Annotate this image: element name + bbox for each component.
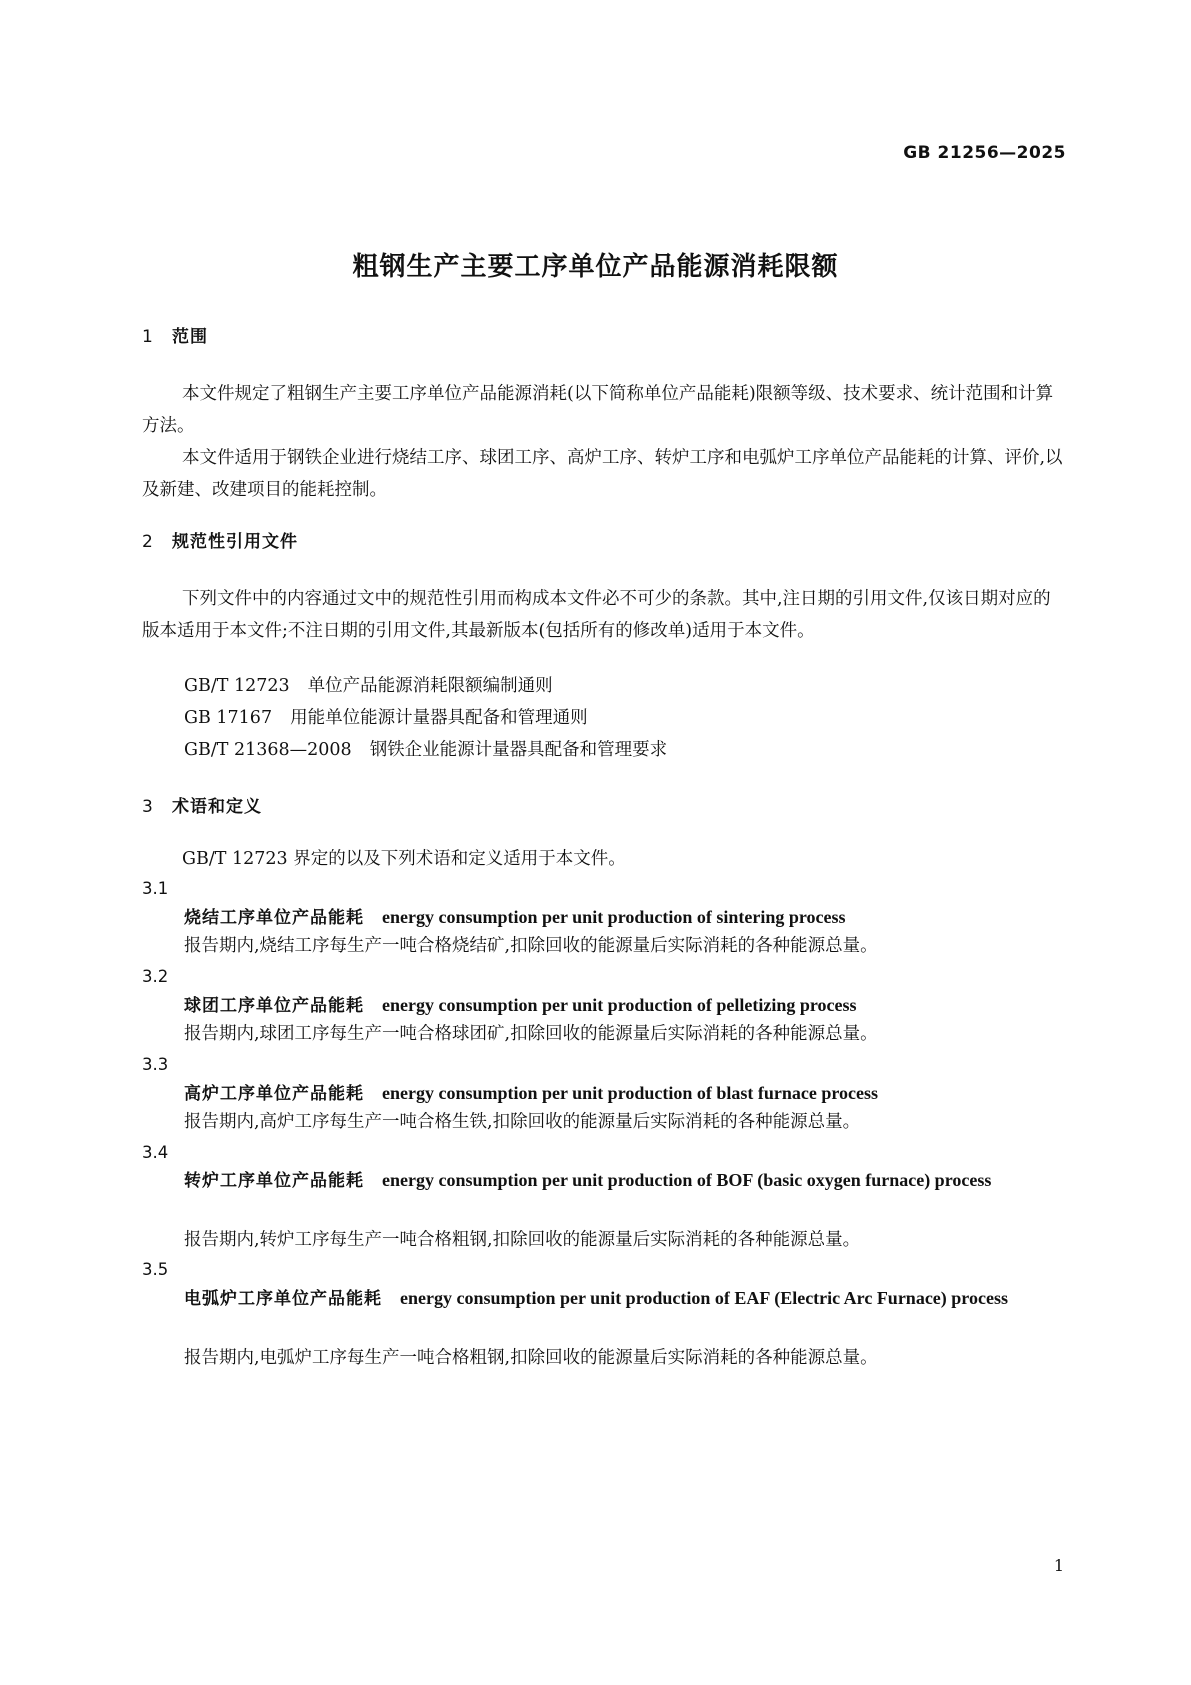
term-chinese: 电弧炉工序单位产品能耗 — [184, 1289, 382, 1309]
reference-code: GB/T 21368—2008 — [184, 740, 352, 760]
reference-title: 钢铁企业能源计量器具配备和管理要求 — [369, 740, 668, 760]
term-chinese: 烧结工序单位产品能耗 — [184, 908, 364, 928]
term-definition: 报告期内,电弧炉工序每生产一吨合格粗钢,扣除回收的能源量后实际消耗的各种能源总量。 — [184, 1348, 878, 1368]
section-2-heading — [142, 527, 298, 552]
standard-code: GB 21256—2025 — [903, 143, 1066, 163]
term-english: energy consumption per unit production of EAF (Electric Arc Furnace) process — [400, 1288, 1008, 1308]
section-1-paragraph-1: 本文件规定了粗钢生产主要工序单位产品能源消耗(以下简称单位产品能耗)限额等级、技术要求、统计范围和计算方法。 — [142, 384, 1054, 436]
term-number: 3.5 — [142, 1260, 169, 1279]
term-definition: 报告期内,烧结工序每生产一吨合格烧结矿,扣除回收的能源量后实际消耗的各种能源总量。 — [184, 936, 878, 956]
section-3-heading — [142, 792, 262, 817]
term-english: energy consumption per unit production of blast furnace process — [382, 1083, 879, 1103]
section-3-intro: GB/T 12723 界定的以及下列术语和定义适用于本文件。 — [182, 849, 626, 869]
term-heading — [142, 1282, 1064, 1315]
term-number: 3.3 — [142, 1055, 169, 1074]
section-title: 术语和定义 — [172, 797, 262, 817]
term-number: 3.4 — [142, 1143, 169, 1162]
reference-title: 单位产品能源消耗限额编制通则 — [307, 676, 553, 696]
reference-title: 用能单位能源计量器具配备和管理通则 — [290, 708, 588, 728]
term-chinese: 高炉工序单位产品能耗 — [184, 1084, 364, 1104]
section-number: 2 — [142, 532, 154, 552]
term-chinese: 球团工序单位产品能耗 — [184, 996, 364, 1016]
term-definition: 报告期内,转炉工序每生产一吨合格粗钢,扣除回收的能源量后实际消耗的各种能源总量。 — [184, 1230, 861, 1250]
section-title: 规范性引用文件 — [172, 532, 298, 552]
term-number: 3.2 — [142, 967, 169, 986]
reference-item — [184, 734, 667, 766]
term-chinese: 转炉工序单位产品能耗 — [184, 1171, 364, 1191]
term-english: energy consumption per unit production of BOF (basic oxygen furnace) process — [382, 1170, 992, 1190]
term-definition: 报告期内,高炉工序每生产一吨合格生铁,扣除回收的能源量后实际消耗的各种能源总量。 — [184, 1112, 861, 1132]
section-title: 范围 — [172, 327, 208, 347]
term-number: 3.1 — [142, 879, 169, 898]
document-title: 粗钢生产主要工序单位产品能源消耗限额 — [352, 252, 839, 282]
term-heading — [142, 1164, 1064, 1197]
term-english: energy consumption per unit production of sintering process — [382, 907, 846, 927]
reference-item — [184, 670, 553, 702]
term-definition: 报告期内,球团工序每生产一吨合格球团矿,扣除回收的能源量后实际消耗的各种能源总量。 — [184, 1024, 878, 1044]
term-english: energy consumption per unit production of pelletizing process — [382, 995, 857, 1015]
section-number: 1 — [142, 327, 154, 347]
page-number: 1 — [1053, 1556, 1064, 1575]
section-2-paragraph-1: 下列文件中的内容通过文中的规范性引用而构成本文件必不可少的条款。其中,注日期的引用文件,仅该日期对应的版本适用于本文件;不注日期的引用文件,其最新版本(包括所有的修改单)适用于本文件。 — [142, 589, 1051, 641]
section-number: 3 — [142, 797, 154, 817]
section-1-paragraph-2: 本文件适用于钢铁企业进行烧结工序、球团工序、高炉工序、转炉工序和电弧炉工序单位产品能耗的计算、评价,以及新建、改建项目的能耗控制。 — [142, 448, 1063, 500]
section-1-heading — [142, 322, 208, 347]
reference-code: GB/T 12723 — [184, 676, 290, 696]
reference-item — [184, 702, 588, 734]
reference-code: GB 17167 — [184, 708, 273, 728]
